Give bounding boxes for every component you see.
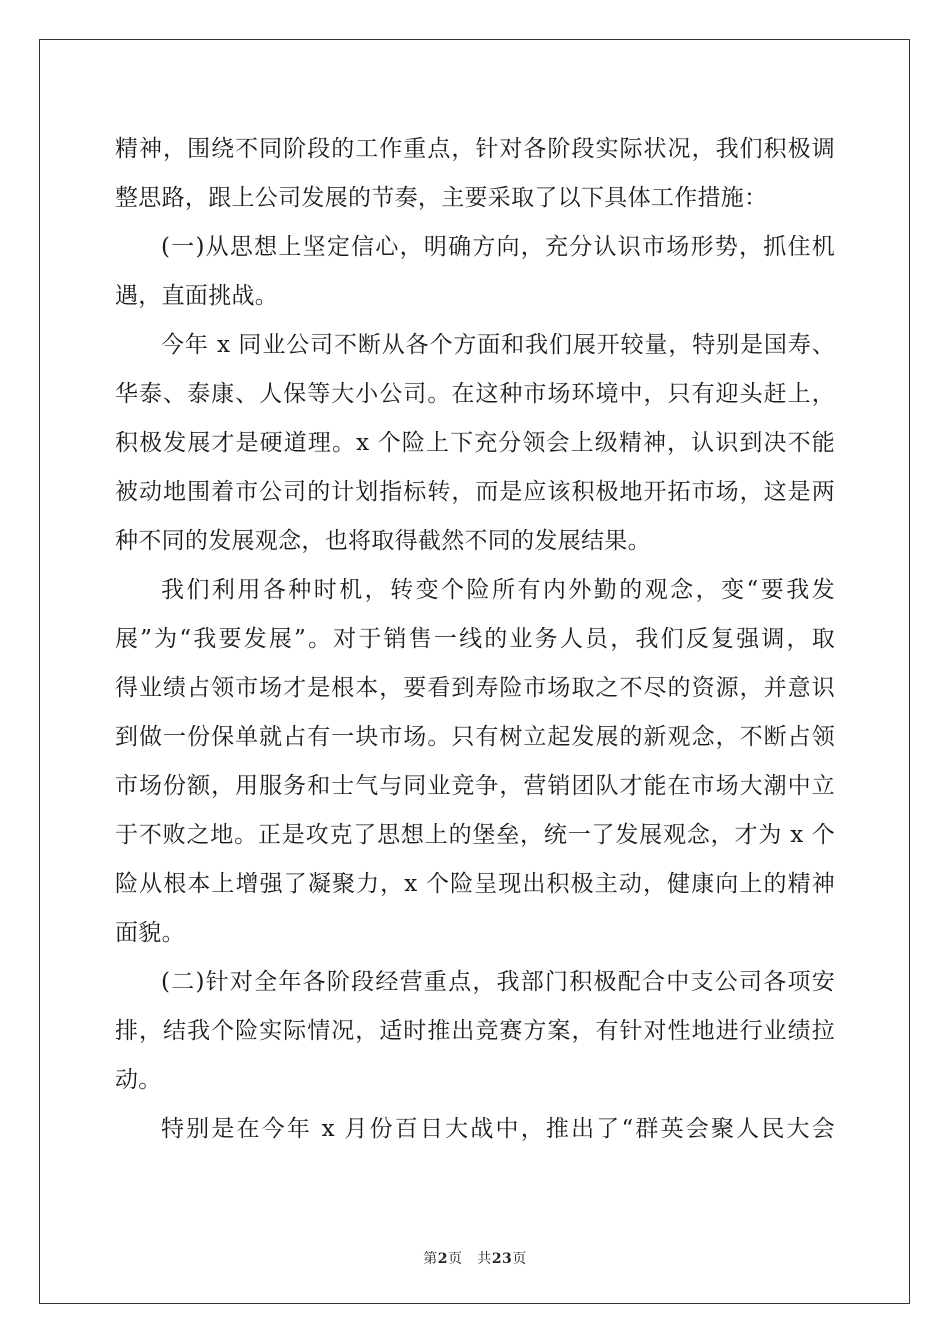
text-line: 险从根本上增强了凝聚力，x 个险呈现出积极主动，健康向上的精神 [115, 871, 835, 897]
text-line: 被动地围着市公司的计划指标转，而是应该积极地开拓市场，这是两 [115, 479, 835, 505]
text-line: 到做一份保单就占有一块市场。只有树立起发展的新观念，不断占领 [115, 724, 835, 750]
text-line: (一)从思想上坚定信心，明确方向，充分认识市场形势，抓住机 [161, 234, 835, 260]
text-line: 于不败之地。正是攻克了思想上的堡垒，统一了发展观念，才为 x 个 [115, 822, 835, 848]
text-line: 特别是在今年 x 月份百日大战中，推出了“群英会聚人民大会 [161, 1116, 835, 1142]
footer-prefix: 第 [423, 1251, 438, 1267]
text-line: 华泰、泰康、人保等大小公司。在这种市场环境中，只有迎头赶上， [115, 381, 835, 407]
text-line: 我们利用各种时机，转变个险所有内外勤的观念，变“要我发 [161, 577, 835, 603]
text-line: 种不同的发展观念，也将取得截然不同的发展结果。 [115, 528, 651, 554]
text-line: 精神，围绕不同阶段的工作重点，针对各阶段实际状况，我们积极调 [115, 136, 835, 162]
text-line: 排，结我个险实际情况，适时推出竞赛方案，有针对性地进行业绩拉 [115, 1018, 835, 1044]
text-line: 市场份额，用服务和士气与同业竞争，营销团队才能在市场大潮中立 [115, 773, 835, 799]
text-line: 遇，直面挑战。 [115, 283, 279, 309]
document-body [115, 125, 835, 1154]
text-line: 整思路，跟上公司发展的节奏，主要采取了以下具体工作措施： [115, 185, 768, 211]
text-line: (二)针对全年各阶段经营重点，我部门积极配合中支公司各项安 [161, 969, 835, 995]
text-line: 得业绩占领市场才是根本，要看到寿险市场取之不尽的资源，并意识 [115, 675, 835, 701]
text-line: 动。 [115, 1067, 162, 1093]
current-page-number: 2 [437, 1251, 448, 1267]
page-footer [0, 1248, 950, 1268]
text-line: 展”为“我要发展”。对于销售一线的业务人员，我们反复强调，取 [115, 626, 835, 652]
text-line: 积极发展才是硬道理。x 个险上下充分领会上级精神，认识到决不能 [115, 430, 835, 456]
text-line: 今年 x 同业公司不断从各个方面和我们展开较量，特别是国寿、 [161, 332, 835, 358]
footer-suffix: 页 [512, 1251, 527, 1267]
text-line: 面貌。 [115, 920, 185, 946]
total-page-count: 23 [491, 1251, 513, 1267]
footer-middle: 页 共 [447, 1251, 492, 1267]
